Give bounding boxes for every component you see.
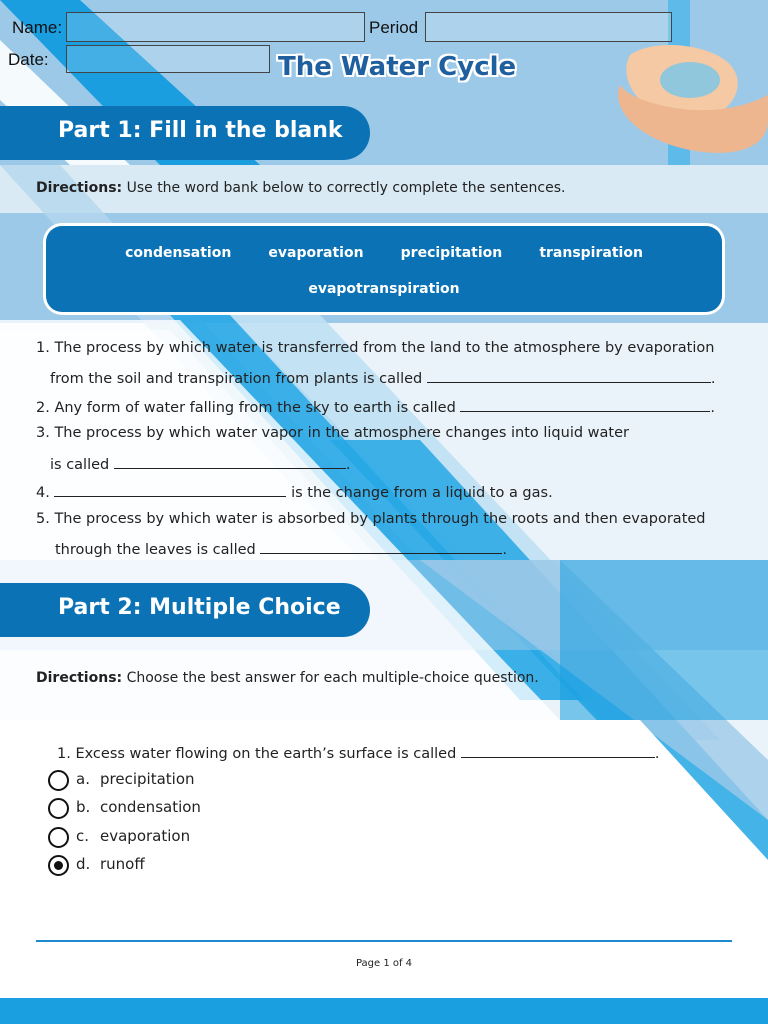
option-a-text: precipitation: [100, 770, 195, 788]
part2-directions-text: Choose the best answer for each multiple-choice question.: [122, 670, 539, 686]
option-b-letter: b.: [76, 798, 91, 816]
bottom-color-bar: [0, 998, 768, 1024]
part1-heading: Part 1: Fill in the blank: [58, 118, 343, 143]
period-mark: .: [502, 542, 507, 558]
mc-question-1-text: 1. Excess water flowing on the earth’s surface is called: [57, 746, 457, 762]
answer-blank-4[interactable]: [54, 482, 286, 497]
radio-button-c[interactable]: [48, 827, 69, 848]
question-3-text: is called: [50, 457, 110, 473]
answer-blank-5[interactable]: [260, 539, 502, 554]
question-3-line-2: [50, 454, 350, 473]
question-1-text: from the soil and transpiration from plants is called: [50, 371, 423, 387]
option-d-text: runoff: [100, 855, 145, 873]
word-precipitation: precipitation: [400, 245, 503, 261]
part1-directions: [36, 180, 565, 196]
question-5-line-2: [55, 539, 507, 558]
question-4: [36, 482, 553, 501]
question-4-text: is the change from a liquid to a gas.: [291, 485, 553, 501]
option-b-text: condensation: [100, 798, 201, 816]
answer-blank-2[interactable]: [460, 397, 710, 412]
footer-divider: [36, 940, 732, 942]
word-evaporation: evaporation: [268, 245, 364, 261]
period-mark: .: [345, 457, 351, 473]
part1-directions-label: Directions:: [36, 180, 123, 196]
option-d-letter: d.: [76, 855, 91, 873]
date-label: Date:: [8, 50, 49, 69]
part1-directions-text: Use the word bank below to correctly complete the sentences.: [122, 180, 566, 196]
part2-banner: [0, 583, 370, 637]
part1-banner: [0, 106, 370, 160]
period-mark: .: [710, 371, 716, 387]
period-label: Period: [369, 18, 419, 37]
mc-answer-blank[interactable]: [461, 743, 655, 758]
answer-blank-1[interactable]: [427, 368, 711, 383]
period-mark: .: [710, 400, 715, 416]
question-1-line-2: [50, 368, 715, 387]
word-bank: [46, 226, 722, 312]
date-field[interactable]: [66, 45, 270, 73]
radio-button-a[interactable]: [48, 770, 69, 791]
radio-selected-dot: [54, 861, 63, 870]
word-evapotranspiration: evapotranspiration: [308, 281, 460, 297]
radio-button-d[interactable]: [48, 855, 69, 876]
question-3-line-1: 3. The process by which water vapor in the atmosphere changes into liquid water: [36, 425, 629, 441]
word-bank-row-2: [46, 278, 722, 297]
question-5-text: through the leaves is called: [55, 542, 256, 558]
question-5-line-1: 5. The process by which water is absorbed by plants through the roots and then evaporated: [36, 511, 706, 527]
part2-directions: [36, 670, 539, 686]
question-1-line-1: 1. The process by which water is transferred from the land to the atmosphere by evaporation: [36, 340, 715, 356]
option-c-letter: c.: [76, 827, 90, 845]
radio-button-b[interactable]: [48, 798, 69, 819]
part2-heading: Part 2: Multiple Choice: [58, 595, 341, 620]
question-2: [36, 397, 715, 416]
period-mark: .: [654, 746, 660, 762]
word-transpiration: transpiration: [539, 245, 643, 261]
question-2-text: 2. Any form of water falling from the sky to earth is called: [36, 400, 456, 416]
page-title: The Water Cycle: [278, 52, 517, 82]
word-condensation: condensation: [125, 245, 232, 261]
name-label: Name:: [12, 18, 63, 37]
name-field[interactable]: [66, 12, 365, 42]
option-a-letter: a.: [76, 770, 90, 788]
part2-directions-label: Directions:: [36, 670, 123, 686]
period-field[interactable]: [425, 12, 672, 42]
question-4-number: 4.: [36, 485, 50, 501]
answer-blank-3[interactable]: [114, 454, 346, 469]
word-bank-row-1: [46, 242, 722, 261]
mc-question-1: [57, 743, 660, 762]
option-c-text: evaporation: [100, 827, 191, 845]
page-number: Page 1 of 4: [355, 958, 413, 969]
